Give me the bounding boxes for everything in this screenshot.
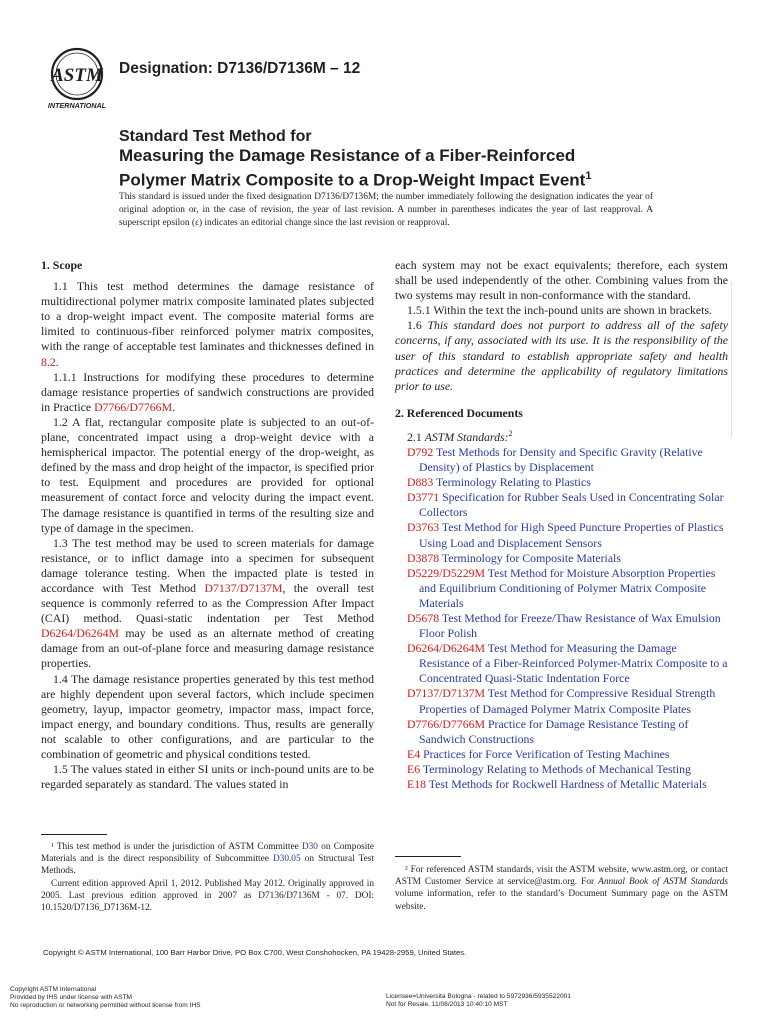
reference-code-link[interactable]: D3771	[407, 490, 440, 505]
reference-title-link[interactable]: Specification for Rubber Seals Used in Concentrating Solar Collectors	[419, 490, 724, 520]
svg-text:INTERNATIONAL: INTERNATIONAL	[47, 101, 107, 110]
paragraph-1-1-1: 1.1.1 Instructions for modifying these procedures to determine damage resistance properties of sandwich constructions are provided in Practice D7766/D7766M.	[41, 369, 374, 414]
margin-mark	[731, 282, 736, 437]
reference-code-link[interactable]: D3763	[407, 520, 440, 535]
reference-item	[395, 445, 728, 475]
reference-item	[395, 475, 728, 490]
reference-code-link[interactable]: D792	[407, 444, 434, 459]
right-column	[395, 258, 728, 792]
reference-item	[395, 611, 728, 641]
paragraph-1-2: 1.2 A flat, rectangular composite plate is subjected to an out-of-plane, concentrated impact using a drop-weight device with a hemispherical impactor. The potential energy of the drop-weight, as defined by the mass and drop height of the impactor, is specified prior to test. Equipment and procedures are provided for optional measurement of contact force and velocity during the impact event. The damage resistance is quantified in terms of the resulting size and type of damage in the specimen.	[41, 414, 374, 535]
svg-text:ASTM: ASTM	[51, 65, 103, 86]
reference-title-link[interactable]: Test Method for Freeze/Thaw Resistance of Wax Emulsion Floor Polish	[419, 610, 721, 641]
link-d6264[interactable]: D6264/D6264M	[41, 626, 119, 641]
reference-title-link[interactable]: Test Methods for Rockwell Hardness of Metallic Materials	[428, 777, 707, 792]
reference-item	[395, 520, 728, 550]
reference-code-link[interactable]: D5678	[407, 610, 440, 625]
reference-item	[395, 686, 728, 716]
reference-code-link[interactable]: E18	[407, 777, 427, 792]
footer-right: Licensee=Universita Bologna - related to 5972936/5935522001 Not for Resale, 11/08/2013 10:40:10 MST	[386, 993, 571, 1009]
reference-title-link[interactable]: Test Methods for Density and Specific Gravity (Relative Density) of Plastics by Displacement	[419, 444, 703, 475]
section-heading-referenced: 2. Referenced Documents	[395, 405, 523, 420]
paragraph-1-6: 1.6 This standard does not purport to address all of the safety concerns, if any, associated with its use. It is the responsibility of the user of this standard to establish appropriate safety and health practices and determine the applicability of regulatory limitations prior to use.	[395, 318, 728, 393]
reference-title-link[interactable]: Test Method for Measuring the Damage Resistance of a Fiber-Reinforced Polymer-Matrix Composite to a Concentrated Quasi-Static Indentation Force	[419, 641, 728, 686]
link-8-2[interactable]: 8.2	[41, 354, 56, 369]
reference-item	[395, 641, 728, 686]
paragraph-1-4: 1.4 The damage resistance properties generated by this test method are highly dependent upon several factors, which include specimen geometry, layup, impactor geometry, impactor mass, impact force, impact energy, and boundary conditions. Thus, results are generally not scalable to other configurations, and are particular to the combination of geometric and physical conditions tested.	[41, 671, 374, 761]
reference-title-link[interactable]: Practices for Force Verification of Testing Machines	[423, 746, 670, 761]
link-committee-d30[interactable]: D30	[301, 842, 318, 852]
footnote-rule-left	[41, 834, 107, 835]
reference-item	[395, 762, 728, 777]
astm-standards-subheading: 2.1 ASTM Standards:$^2$	[407, 428, 513, 444]
reference-code-link[interactable]: D7137/D7137M	[407, 686, 485, 701]
reference-title-link[interactable]: Test Method for Compressive Residual Strength Properties of Damaged Polymer Matrix Composite Plates	[419, 686, 716, 716]
designation: Designation: D7136/D7136M – 12	[119, 60, 361, 77]
reference-code-link[interactable]: D5229/D5229M	[407, 565, 485, 580]
reference-code-link[interactable]: D3878	[407, 550, 440, 565]
title-line-2: Polymer Matrix Composite to a Drop-Weight Impact Event$^1$	[119, 170, 592, 190]
reference-title-link[interactable]: Test Method for High Speed Puncture Properties of Plastics Using Load and Displacement Sensors	[419, 520, 724, 550]
reference-code-link[interactable]: E4	[407, 746, 421, 761]
link-d7137[interactable]: D7137/D7137M	[204, 580, 283, 595]
title-prefix: Standard Test Method for	[119, 128, 312, 145]
title-footnote-mark: 1	[585, 170, 592, 182]
document-title	[119, 128, 719, 191]
footnote-1: ¹ This test method is under the jurisdiction of ASTM Committee D30 on Composite Materials and is the direct responsibility of Subcommittee D30.05 on Structural Test Methods. Current edition approved April 1, 2012. Published May 2012. Originally approved in 2005. Last previous edition approved in 2007 as D7136/D7136M - 07. DOI: 10.1520/D7136_D7136M-12.	[41, 842, 374, 914]
reference-item	[395, 747, 728, 762]
link-subcommittee-d30-05[interactable]: D30.05	[272, 854, 301, 865]
copyright-line: Copyright © ASTM International, 100 Barr Harbor Drive, PO Box C700, West Conshohocken, PA 19428-2959, United States.	[43, 948, 467, 957]
paragraph-1-5: 1.5 The values stated in either SI units or inch-pound units are to be regarded separately as standard. The values stated in	[41, 762, 374, 792]
section-heading-scope: 1. Scope	[41, 258, 83, 272]
footnote-1-edition: Current edition approved April 1, 2012. Published May 2012. Originally approved in 2005. Last previous edition approved in 2007 as D7136/D7136M - 07. DOI: 10.1520/D7136_D7136M-12.	[41, 878, 374, 914]
reference-item	[395, 777, 728, 792]
paragraph-1-3: 1.3 The test method may be used to screen materials for damage resistance, or to inflict damage into a specimen for subsequent damage tolerance testing. When the impacted plate is tested in accordance with Test Method D7137/D7137M, the overall test sequence is commonly referred to as the Compression After Impact (CAI) method. Quasi-static indentation per Test Method D6264/D6264M may be used as an alternate method of creating damage from an out-of-plane force and measuring damage resistance properties.	[41, 535, 375, 671]
reference-item	[395, 551, 728, 566]
footnote-2: ² For referenced ASTM standards, visit the ASTM website, www.astm.org, or contact ASTM Customer Service at service@astm.org. For Annual Book of ASTM Standards volume information, refer to the standard’s Document Summary page on the ASTM website.	[395, 865, 728, 912]
left-column	[41, 258, 374, 792]
reference-title-link[interactable]: Practice for Damage Resistance Testing of Sandwich Constructions	[419, 716, 689, 746]
reference-item	[395, 717, 728, 747]
reference-title-link[interactable]: Test Method for Moisture Absorption Properties and Equilibrium Conditioning of Polymer Matrix Composite Materials	[419, 565, 716, 610]
reference-list	[395, 445, 728, 792]
reference-code-link[interactable]: E6	[407, 761, 421, 776]
paragraph-1-1: 1.1 This test method determines the damage resistance of multidirectional polymer matrix composite laminated plates subjected to a drop-weight impact event. The composite material forms are limited to continuous-fiber reinforced polymer matrix composites, with the range of acceptable test laminates and thicknesses defined in 8.2.	[41, 279, 374, 369]
issuance-note: This standard is issued under the fixed designation D7136/D7136M; the number immediately following the designation indicates the year of original adoption or, in the case of revision, the year of last revision. A number in parentheses indicates the year of last reapproval. A superscript epsilon (ε) indicates an editorial change since the last revision or reapproval.	[119, 192, 653, 228]
footnote-rule-right	[395, 856, 461, 857]
link-d7766[interactable]: D7766/D7766M	[94, 399, 173, 414]
astm-logo	[43, 46, 111, 110]
reference-item	[395, 566, 728, 611]
reference-title-link[interactable]: Terminology for Composite Materials	[441, 550, 621, 565]
title-line-1: Measuring the Damage Resistance of a Fiber-Reinforced	[119, 146, 576, 165]
footer-left: Copyright ASTM International Provided by IHS under license with ASTM No reproduction or networking permitted without license from IHS	[10, 986, 201, 1010]
reference-code-link[interactable]: D883	[407, 475, 434, 490]
reference-item	[395, 490, 728, 520]
reference-code-link[interactable]: D7766/D7766M	[407, 716, 485, 731]
paragraph-1-5-continued: each system may not be exact equivalents; therefore, each system shall be used independently of the other. Combining values from the two systems may result in non-conformance with the standard.	[395, 258, 728, 303]
reference-title-link[interactable]: Terminology Relating to Plastics	[435, 475, 591, 490]
reference-code-link[interactable]: D6264/D6264M	[407, 641, 485, 656]
reference-title-link[interactable]: Terminology Relating to Methods of Mechanical Testing	[422, 761, 691, 776]
paragraph-1-5-1: 1.5.1 Within the text the inch-pound units are shown in brackets.	[407, 303, 712, 318]
